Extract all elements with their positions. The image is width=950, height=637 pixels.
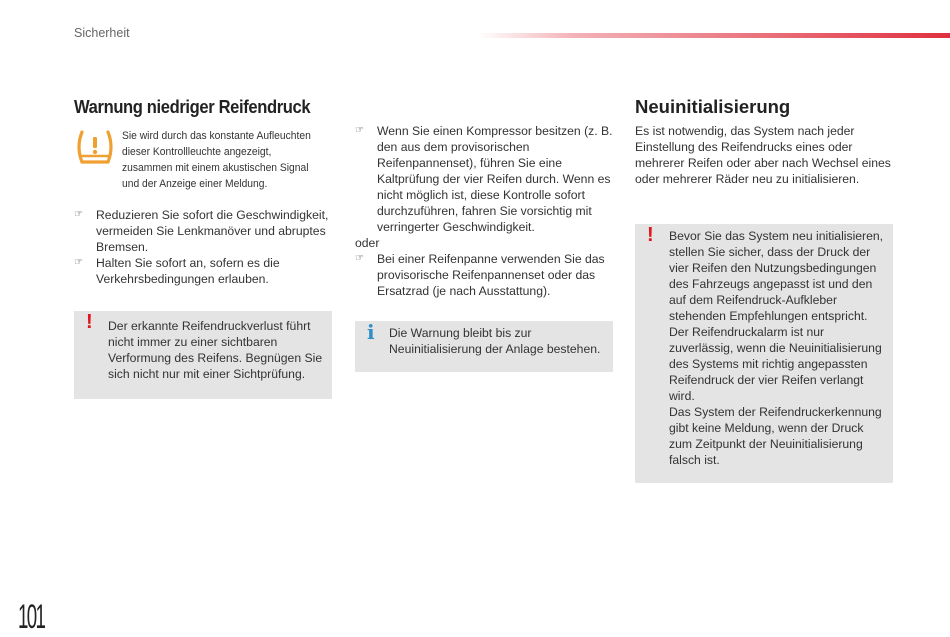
reset-warning-box <box>635 224 893 483</box>
list-item <box>74 255 332 287</box>
pointing-hand-icon: ☞ <box>74 257 83 268</box>
info-box <box>355 321 613 372</box>
bullet-text: Reduzieren Sie sofort die Geschwindigkeit, vermeiden Sie Lenkmanöver und abruptes Bremsen. <box>96 208 329 254</box>
warning-intro-text: Sie wird durch das konstante Aufleuchten dieser Kontrollleuchte angezeigt, zusammen mit einem akustischen Signal und der Anzeige einer Meldung. <box>122 130 311 190</box>
pointing-hand-icon: ☞ <box>355 253 364 264</box>
left-column <box>74 96 332 399</box>
bullet-text: Bei einer Reifenpanne verwenden Sie das provisorische Reifenpannenset oder das Ersatzrad (je nach Ausstattung). <box>377 252 605 298</box>
list-item <box>355 251 613 299</box>
header-accent-bar <box>478 33 950 38</box>
reset-warning-p2: Der Reifendruckalarm ist nur zuverlässig, wenn die Neuinitialisierung des Systems mit richtig angepassten Reifendruck der vier Reifen verlangt wird. <box>669 325 882 403</box>
info-box-text: Die Warnung bleibt bis zur Neuinitialisierung der Anlage bestehen. <box>389 326 601 356</box>
left-title: Warnung niedriger Reifendruck <box>74 97 311 117</box>
reset-warning-p1: Bevor Sie das System neu initialisieren, stellen Sie sicher, dass der Druck der vier Reifen den Nutzungsbedingungen des Fahrzeugs angepasst ist und den auf dem Reifendruck-Aufkleber stehenden Empfehlungen entspricht. <box>669 229 884 323</box>
warning-intro <box>74 128 332 192</box>
pointing-hand-icon: ☞ <box>74 209 83 220</box>
bullet-text: Halten Sie sofort an, sofern es die Verkehrsbedingungen erlauben. <box>96 256 280 286</box>
list-item <box>355 123 613 235</box>
info-icon: i <box>367 320 375 344</box>
right-title: Neuinitialisierung <box>635 96 791 117</box>
page-number: 101 <box>18 598 45 636</box>
exclamation-icon: ! <box>86 311 93 333</box>
right-column <box>635 96 893 483</box>
list-item <box>74 207 332 255</box>
section-label: Sicherheit <box>74 26 130 40</box>
tyre-pressure-warning-icon <box>74 128 122 192</box>
warning-box-text: Der erkannte Reifendruckverlust führt nicht immer zu einer sichtbaren Verformung des Reifens. Begnügen Sie sich nicht nur mit einer Sichtprüfung. <box>108 319 323 381</box>
reset-warning-p3: Das System der Reifendruckerkennung gibt keine Meldung, wenn der Druck zum Zeitpunkt der Neuinitialisierung falsch ist. <box>669 405 882 467</box>
exclamation-icon: ! <box>647 224 654 246</box>
pointing-hand-icon: ☞ <box>355 125 364 136</box>
middle-column <box>355 123 613 372</box>
warning-box <box>74 311 332 399</box>
bullet-text: Wenn Sie einen Kompressor besitzen (z. B. den aus dem provisorischen Reifenpannenset), führen Sie eine Kaltprüfung der vier Reifen durch. Wenn es nicht möglich ist, diese Kontrolle sofort durchzuführen, fahren Sie vorsichtig mit verringerter Geschwindigkeit. <box>377 124 613 234</box>
right-intro: Es ist notwendig, das System nach jeder Einstellung des Reifendrucks eines oder mehrerer Reifen oder aber nach Wechsel eines oder mehrerer Räder neu zu initialisieren. <box>635 124 891 186</box>
or-text: oder <box>355 236 380 250</box>
